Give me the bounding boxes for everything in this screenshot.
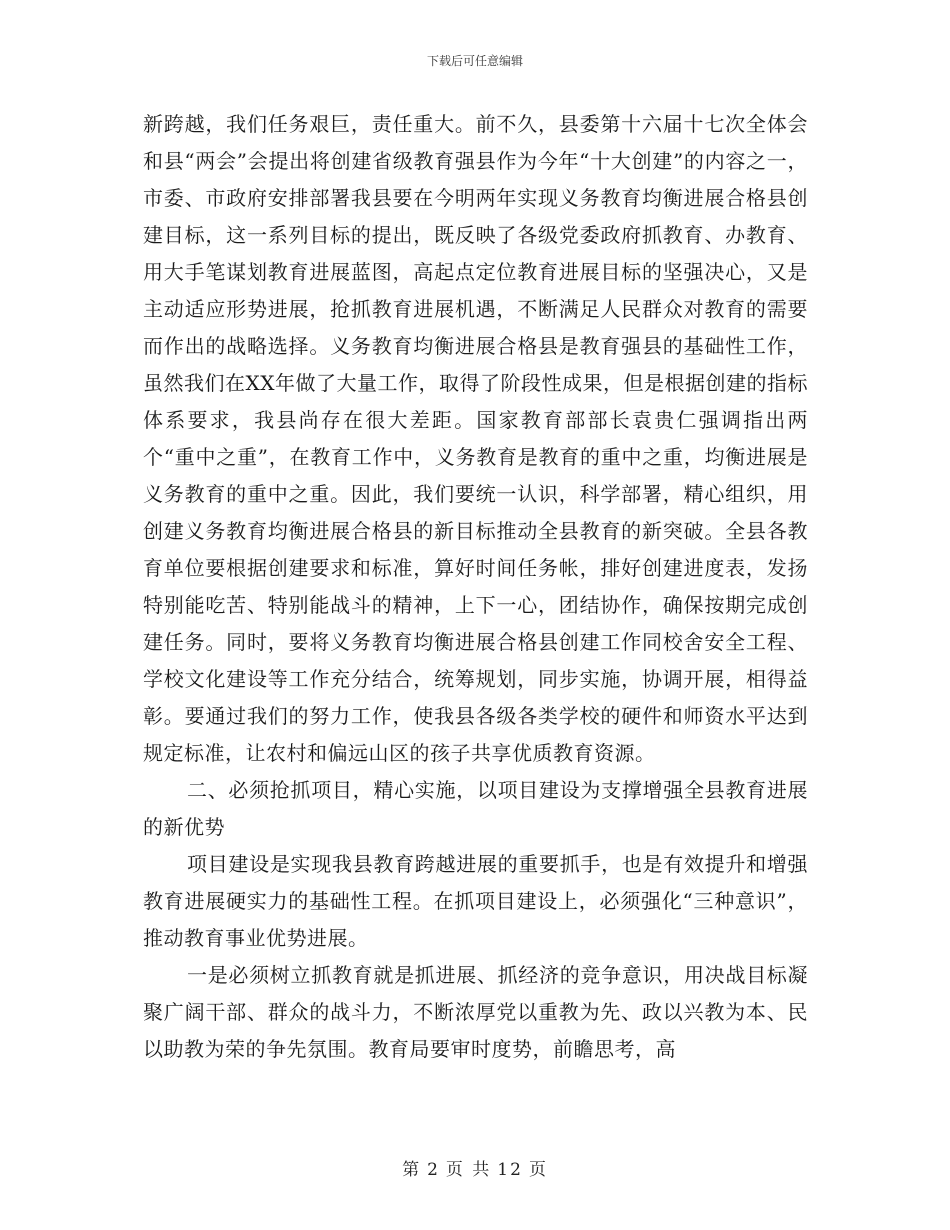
paragraph: 项目建设是实现我县教育跨越进展的重要抓手，也是有效提升和增强教育进展硬实力的基础性工程。在抓项目建设上，必须强化“三种意识”，推动教育事业优势进展。 bbox=[143, 852, 808, 950]
footer-prefix: 第 bbox=[402, 1160, 422, 1180]
document-body bbox=[143, 106, 808, 1068]
footer-middle: 页 共 bbox=[445, 1160, 492, 1180]
total-pages: 12 bbox=[497, 1160, 523, 1180]
paragraph: 一是必须树立抓教育就是抓进展、抓经济的竞争意识，用决战目标凝聚广阔干部、群众的战斗力，不断浓厚党以重教为先、政以兴教为本、民以助教为荣的争先氛围。教育局要审时度势，前瞻思考，高 bbox=[143, 963, 808, 1061]
footer-suffix: 页 bbox=[528, 1160, 548, 1180]
section-heading: 二、必须抢抓项目，精心实施，以项目建设为支撑增强全县教育进展的新优势 bbox=[143, 778, 808, 839]
page-number: 2 bbox=[427, 1160, 440, 1180]
page-footer bbox=[0, 1155, 950, 1180]
page-header: 下载后可任意编辑 bbox=[426, 54, 523, 68]
paragraph: 新跨越，我们任务艰巨，责任重大。前不久，县委第十六届十七次全体会和县“两会”会提出将创建省级教育强县作为今年“十大创建”的内容之一，市委、市政府安排部署我县要在今明两年实现义务教育均衡进展合格县创建目标，这一系列目标的提出，既反映了各级党委政府抓教育、办教育、用大手笔谋划教育进展蓝图，高起点定位教育进展目标的坚强决心，又是主动适应形势进展，抢抓教育进展机遇，不断满足人民群众对教育的需要而作出的战略选择。义务教育均衡进展合格县是教育强县的基础性工作，虽然我们在XX年做了大量工作，取得了阶段性成果，但是根据创建的指标体系要求，我县尚存在很大差距。国家教育部部长袁贵仁强调指出两个“重中之重”，在教育工作中，义务教育是教育的重中之重，均衡进展是义务教育的重中之重。因此，我们要统一认识，科学部署，精心组织，用创建义务教育均衡进展合格县的新目标推动全县教育的新突破。全县各教育单位要根据创建要求和标准，算好时间任务帐，排好创建进度表，发扬特别能吃苦、特别能战斗的精神，上下一心，团结协作，确保按期完成创建任务。同时，要将义务教育均衡进展合格县创建工作同校舍安全工程、学校文化建设等工作充分结合，统筹规划，同步实施，协调开展，相得益彰。要通过我们的努力工作，使我县各级各类学校的硬件和师资水平达到规定标准，让农村和偏远山区的孩子共享优质教育资源。 bbox=[143, 112, 808, 765]
